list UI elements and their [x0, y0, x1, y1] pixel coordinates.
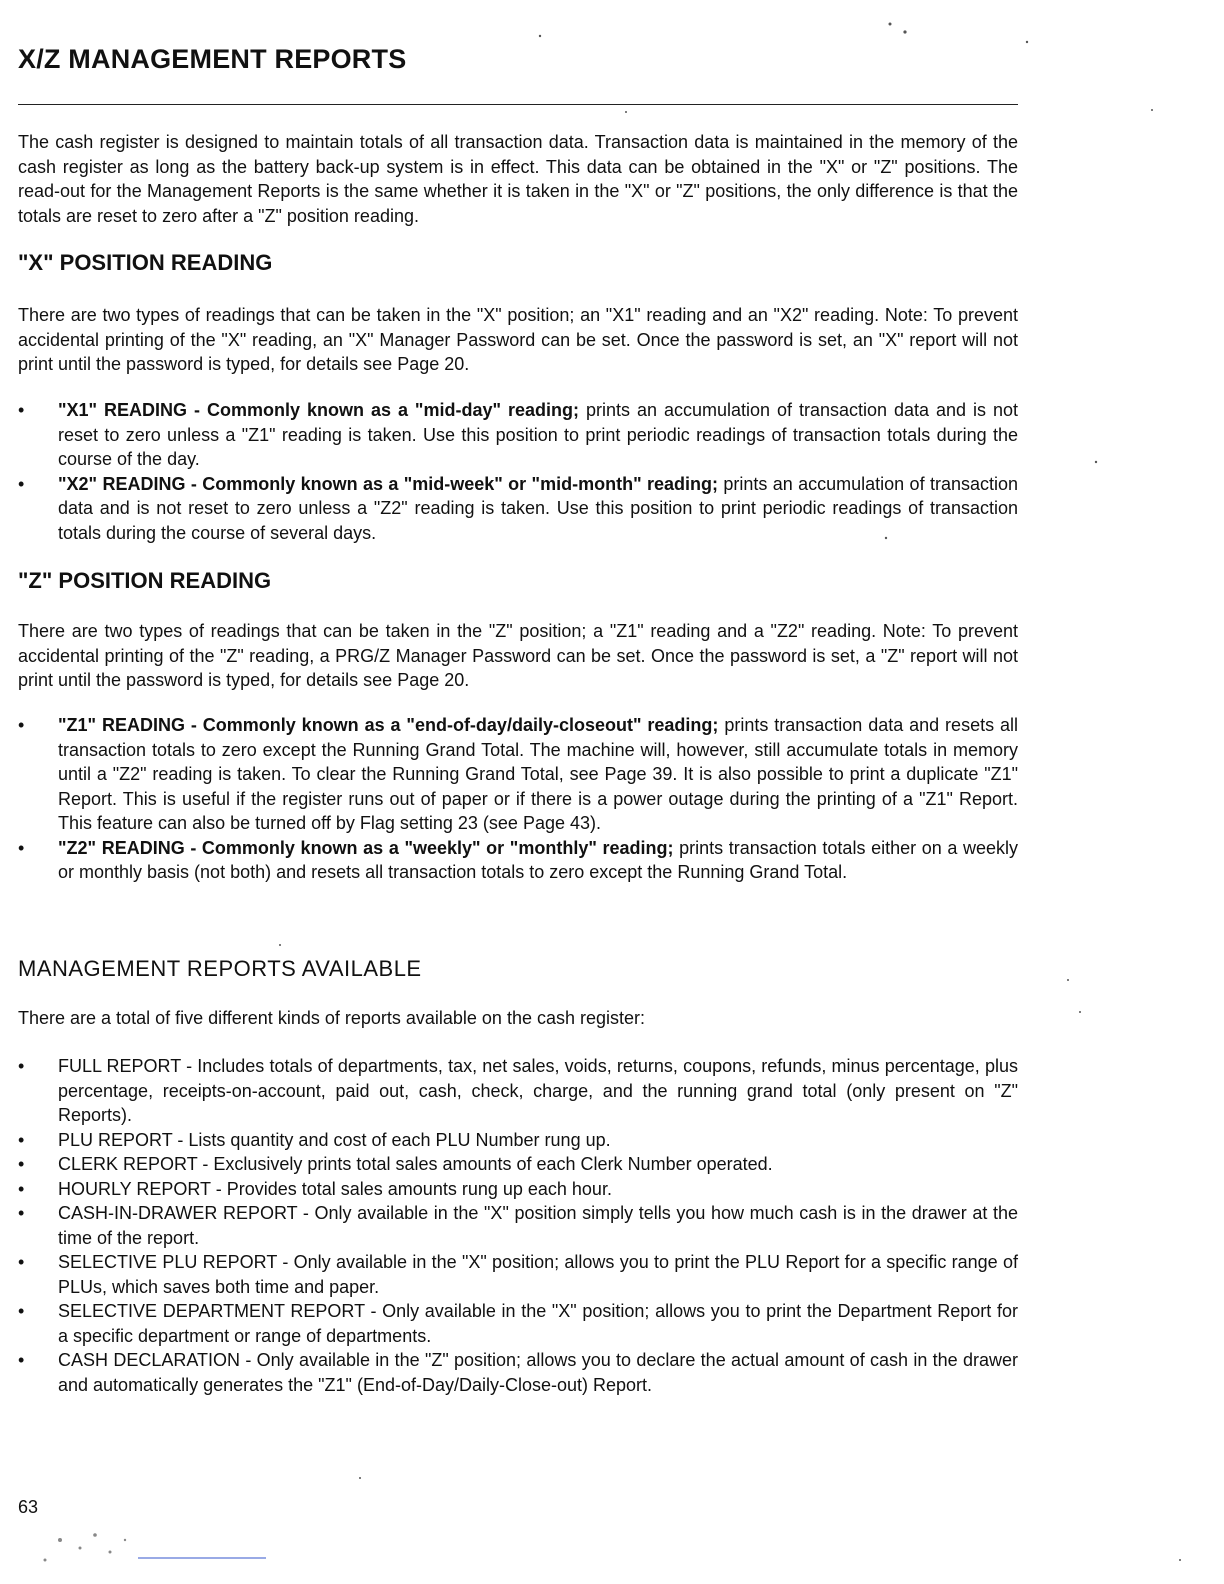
- bullet-icon: •: [18, 715, 25, 735]
- item-text: - Only available in the "X" position simply tells you how much cash is in the drawer at the time of the report.: [58, 1203, 1018, 1248]
- z-section-heading: "Z" POSITION READING: [18, 568, 272, 593]
- bullet-icon: •: [18, 1203, 25, 1223]
- speck: [58, 1538, 62, 1542]
- item-text: prints an accumulation of transaction data and is not reset to zero unless a "Z1" reading is taken. Use this position to print periodic readings of transaction totals during the course of the day.: [58, 400, 1018, 469]
- speck: [109, 1551, 112, 1554]
- speck: [625, 111, 627, 113]
- list-item: [18, 713, 1018, 836]
- item-text: prints transaction data and resets all transaction totals to zero except the Running Grand Total. The machine will, however, still accumulate totals in memory until a "Z2" reading is taken. To clear the Running Grand Total, see Page 39. It is also possible to print a duplicate "Z1" Report. This is useful if the register runs out of paper or if there is a power outage during the printing of a "Z1" Report. This feature can also be turned off by Flag setting 23 (see Page 43).: [58, 715, 1018, 833]
- item-lead: CASH DECLARATION: [58, 1350, 241, 1370]
- speck: [1179, 1559, 1181, 1561]
- item-lead: "Z2" READING - Commonly known as a "weekly" or "monthly" reading;: [58, 837, 674, 858]
- speck: [124, 1539, 126, 1541]
- item-lead: HOURLY REPORT: [58, 1178, 211, 1199]
- speck: [93, 1533, 97, 1537]
- bullet-icon: •: [18, 473, 25, 494]
- item-text: - Exclusively prints total sales amounts of each Clerk Number operated.: [197, 1154, 773, 1174]
- item-text: - Only available in the "Z" position; allows you to declare the actual amount of cash in the drawer and automatically generates the "Z1" (End-of-Day/Daily-Close-out) Report.: [58, 1350, 1018, 1395]
- item-lead: CASH-IN-DRAWER REPORT: [58, 1203, 298, 1223]
- bullet-icon: •: [18, 1301, 25, 1321]
- intro-paragraph: The cash register is designed to maintain totals of all transaction data. Transaction data is maintained in the memory of the cash register as long as the battery back-up system is in effect. This data can be obtained in the "X" or "Z" positions. The read-out for the Management Reports is the same whether it is taken in the "X" or "Z" positions, the only difference is that the totals are reset to zero after a "Z" position reading.: [18, 132, 1018, 226]
- bullet-icon: •: [18, 1056, 25, 1076]
- item-text: - Only available in the "X" position; allows you to print the Department Report for a specific department or range of departments.: [58, 1301, 1018, 1346]
- list-item: [18, 1128, 1018, 1153]
- speck: [79, 1547, 82, 1550]
- speck: [903, 30, 906, 33]
- item-text: - Includes totals of departments, tax, net sales, voids, returns, coupons, refunds, minus percentage, plus percentage, receipts-on-account, paid out, cash, check, charge, and the running grand total (only present on "Z" Reports).: [58, 1056, 1018, 1125]
- speck: [279, 944, 281, 946]
- list-item: [18, 1177, 1018, 1202]
- item-text: - Only available in the "X" position; allows you to print the PLU Report for a specific range of PLUs, which saves both time and paper.: [58, 1252, 1018, 1297]
- item-lead: "X2" READING - Commonly known as a "mid-week" or "mid-month" reading;: [58, 473, 718, 494]
- reports-section-heading: MANAGEMENT REPORTS AVAILABLE: [18, 956, 422, 981]
- list-item: [18, 1348, 1018, 1397]
- page-title: X/Z MANAGEMENT REPORTS: [18, 44, 407, 74]
- list-item: [18, 1250, 1018, 1299]
- item-text: prints transaction totals either on a weekly or monthly basis (not both) and resets all transaction totals to zero except the Running Grand Total.: [58, 837, 1019, 882]
- speck: [539, 35, 541, 37]
- item-lead: "X1" READING - Commonly known as a "mid-day" reading;: [58, 400, 579, 420]
- speck: [1079, 1011, 1081, 1013]
- list-item: [18, 1152, 1018, 1177]
- speck: [359, 1477, 361, 1479]
- speck: [1151, 109, 1153, 111]
- item-text: - Lists quantity and cost of each PLU Number rung up.: [172, 1129, 611, 1150]
- item-lead: SELECTIVE DEPARTMENT REPORT: [58, 1301, 365, 1321]
- item-lead: PLU REPORT: [58, 1129, 173, 1150]
- list-item: [18, 1299, 1018, 1348]
- bullet-icon: •: [18, 1154, 25, 1174]
- list-item: [18, 836, 1018, 885]
- list-item: [18, 472, 1018, 546]
- speck: [1095, 461, 1097, 463]
- list-item: [18, 398, 1018, 472]
- item-lead: CLERK REPORT: [58, 1154, 198, 1174]
- bullet-icon: •: [18, 1252, 25, 1272]
- x-readings-list: [18, 398, 1018, 545]
- reports-list: [18, 1054, 1018, 1397]
- list-item: [18, 1054, 1018, 1128]
- z-section-body: There are two types of readings that can be taken in the "Z" position; a "Z1" reading and a "Z2" reading. Note: To prevent accidental printing of the "Z" reading, a PRG/Z Manager Password can be set. Once the password is set, a "Z" report will not print until the password is typed, for details see Page 20.: [18, 621, 1018, 690]
- corner-smudge: [44, 1533, 127, 1561]
- speck: [1026, 41, 1028, 43]
- item-lead: "Z1" READING - Commonly known as a "end-of-day/daily-closeout" reading;: [58, 715, 719, 735]
- list-item: [18, 1201, 1018, 1250]
- item-lead: SELECTIVE PLU REPORT: [58, 1252, 278, 1272]
- z-readings-list: [18, 713, 1018, 885]
- speck: [1067, 979, 1069, 981]
- speck: [889, 23, 892, 26]
- bullet-icon: •: [18, 837, 25, 858]
- bullet-icon: •: [18, 1178, 25, 1199]
- reports-section-body: There are a total of five different kinds of reports available on the cash register:: [18, 1008, 646, 1028]
- item-text: prints an accumulation of transaction data and is not reset to zero unless a "Z2" reading is taken. Use this position to print periodic readings of transaction totals during the course of several days.: [58, 473, 1018, 543]
- item-lead: FULL REPORT: [58, 1056, 181, 1076]
- bullet-icon: •: [18, 400, 25, 420]
- page-number: 63: [18, 1497, 39, 1517]
- bullet-icon: •: [18, 1129, 25, 1150]
- x-section-body: There are two types of readings that can be taken in the "X" position; an "X1" reading and an "X2" reading. Note: To prevent accidental printing of the "X" reading, an "X" Manager Password can be set. Once the password is set, an "X" report will not print until the password is typed, for details see Page 20.: [18, 305, 1018, 374]
- bullet-icon: •: [18, 1350, 25, 1370]
- item-text: - Provides total sales amounts rung up each hour.: [210, 1178, 612, 1199]
- x-section-heading: "X" POSITION READING: [18, 250, 273, 275]
- title-rule: [18, 104, 1018, 105]
- speck: [44, 1559, 47, 1562]
